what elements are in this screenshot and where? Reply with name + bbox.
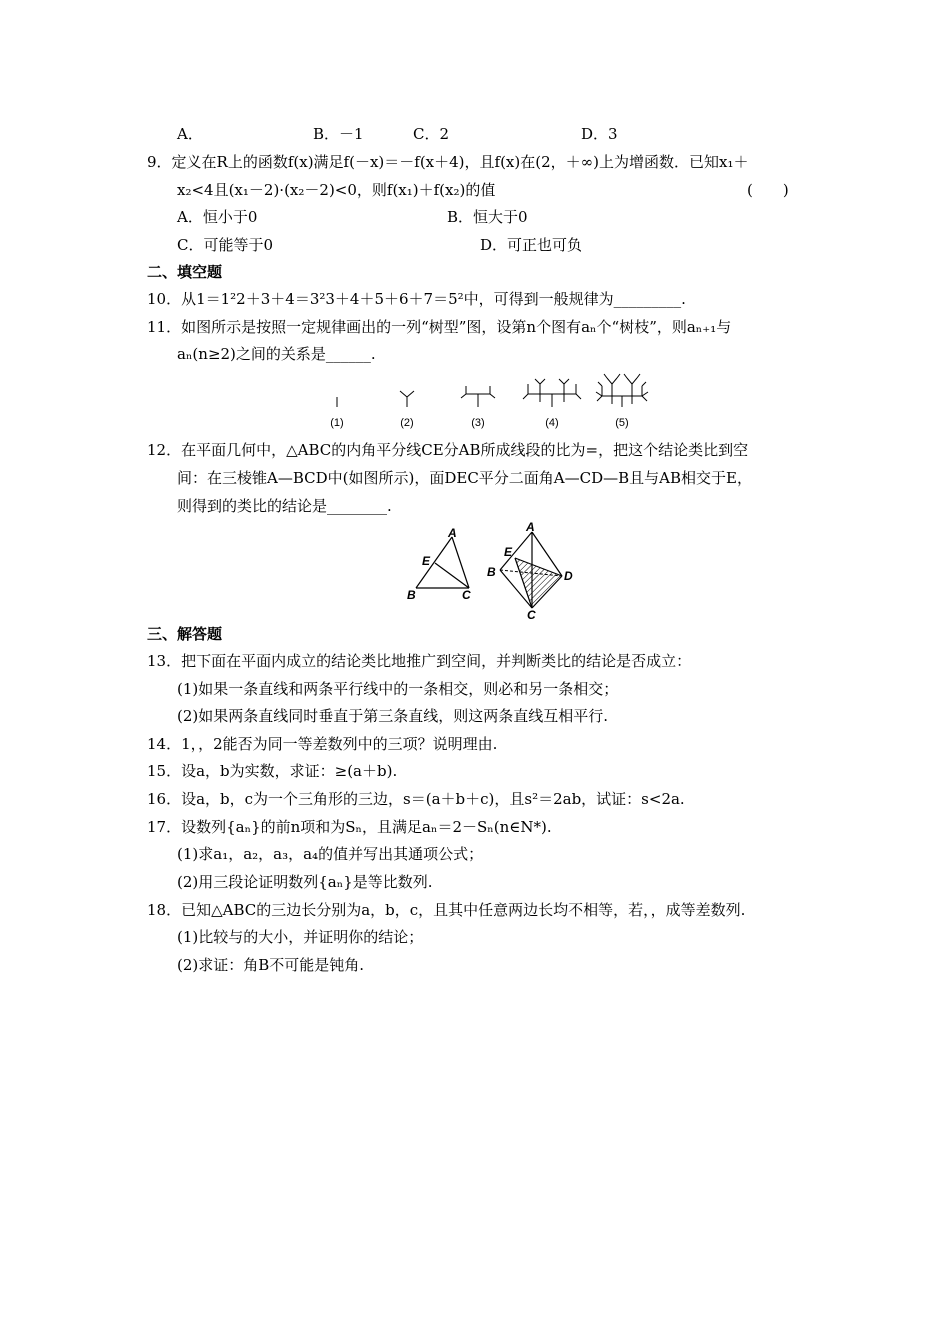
tetra-label-e: E	[504, 545, 513, 559]
q17-line-1: 17．设数列{aₙ}的前n项和为Sₙ，且满足aₙ＝2－Sₙ(n∈N*).	[147, 818, 552, 836]
triangle-label-a: A	[448, 526, 457, 540]
triangle-figure	[405, 525, 485, 605]
q9-line-1: 9．定义在R上的函数f(x)满足f(－x)＝－f(x＋4)，且f(x)在(2，＋∞)上为增函数．已知x₁＋	[147, 153, 749, 171]
q12-line-3: 则得到的类比的结论是________.	[177, 497, 392, 515]
tree-label-2: (2)	[400, 417, 414, 429]
tetra-label-b: B	[487, 565, 496, 579]
q8-option-b: B．－1	[313, 125, 364, 143]
q12-line-2: 间：在三棱锥A—BCD中(如图所示)，面DEC平分二面角A—CD—B且与AB相交于E，	[177, 469, 752, 487]
q9-option-a: A．恒小于0	[177, 208, 258, 226]
q8-option-d: D．3	[581, 125, 618, 143]
q17-line-2: (1)求a₁，a₂，a₃，a₄的值并写出其通项公式；	[177, 845, 484, 863]
tetrahedron-figure	[480, 520, 580, 620]
q18-line-2: (1)比较与的大小，并证明你的结论；	[177, 928, 424, 946]
triangle-label-b: B	[407, 588, 416, 602]
q9-option-b: B．恒大于0	[447, 208, 528, 226]
triangle-label-e: E	[422, 554, 431, 568]
q18-line-3: (2)求证：角B不可能是钝角.	[177, 956, 365, 974]
q15-text: 15．设a，b为实数，求证：≥(a＋b).	[147, 762, 398, 780]
tetra-label-c: C	[527, 608, 536, 622]
tree-label-5: (5)	[615, 417, 629, 429]
tetra-label-d: D	[564, 569, 573, 583]
q11-line-1: 11．如图所示是按照一定规律画出的一列“树型”图，设第n个图有aₙ个“树枝”，则aₙ₊₁与	[147, 318, 732, 336]
q9-option-c: C．可能等于0	[177, 236, 274, 254]
q17-line-3: (2)用三段论证明数列{aₙ}是等比数列.	[177, 873, 433, 891]
triangle-label-c: C	[462, 588, 471, 602]
q13-line-3: (2)如果两条直线同时垂直于第三条直线，则这两条直线互相平行.	[177, 707, 609, 725]
q18-line-1: 18．已知△ABC的三边长分别为a，b，c，且其中任意两边长均不相等，若，，成等差数列.	[147, 901, 746, 919]
tree-label-1: (1)	[330, 417, 344, 429]
q12-line-1: 12．在平面几何中，△ABC的内角平分线CE分AB所成线段的比为=，把这个结论类比到空	[147, 441, 749, 459]
q13-line-1: 13．把下面在平面内成立的结论类比地推广到空间，并判断类比的结论是否成立：	[147, 652, 692, 670]
section-answer-heading: 三、解答题	[147, 625, 223, 643]
tree-label-3: (3)	[471, 417, 485, 429]
q9-answer-paren: ( )	[747, 181, 789, 199]
section-fill-in-heading: 二、填空题	[147, 263, 223, 281]
q8-option-c: C．2	[413, 125, 450, 143]
q9-line-2: x₂<4且(x₁－2)·(x₂－2)<0，则f(x₁)＋f(x₂)的值	[177, 181, 496, 199]
q11-line-2: aₙ(n≥2)之间的关系是______.	[177, 345, 376, 363]
tetra-label-a: A	[526, 520, 535, 534]
q10-text: 10．从1＝1²2＋3＋4＝3²3＋4＋5＋6＋7＝5²中，可得到一般规律为_________.	[147, 290, 686, 308]
q16-text: 16．设a，b，c为一个三角形的三边，s＝(a＋b＋c)，且s²＝2ab，试证：s<2a.	[147, 790, 685, 808]
tree-figure	[320, 370, 660, 432]
q9-option-d: D．可正也可负	[480, 236, 583, 254]
q13-line-2: (1)如果一条直线和两条平行线中的一条相交，则必和另一条相交；	[177, 680, 619, 698]
q14-text: 14．1，，2能否为同一等差数列中的三项？说明理由.	[147, 735, 498, 753]
q8-option-a: A．	[177, 125, 203, 143]
tree-label-4: (4)	[545, 417, 559, 429]
